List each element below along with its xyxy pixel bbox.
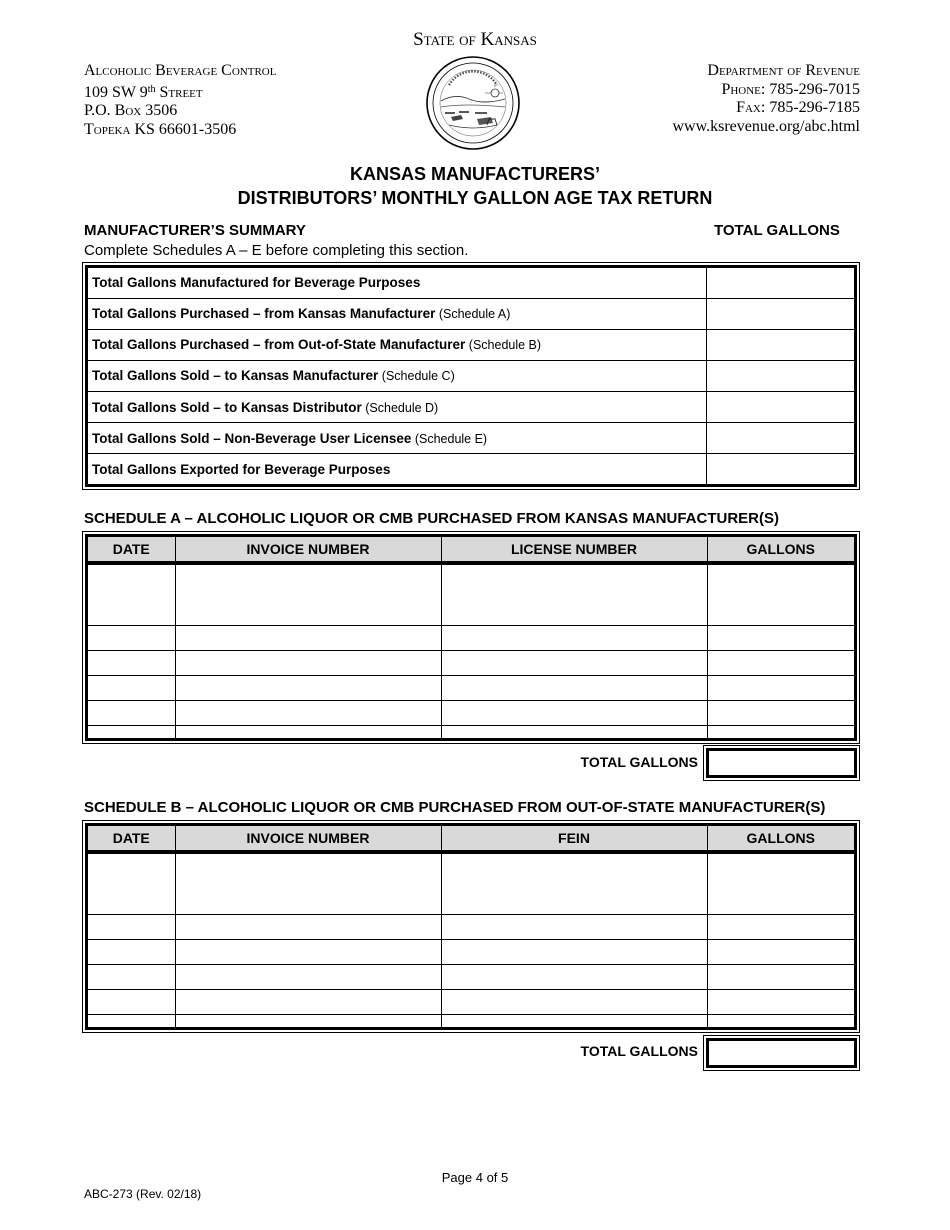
schedule-a-table	[82, 531, 860, 744]
street-number: 109 SW 9	[84, 83, 148, 101]
schedule-b-cell[interactable]	[175, 852, 441, 915]
summary-row	[88, 454, 854, 484]
department-contact-block	[672, 62, 860, 136]
city-name: Topeka	[84, 120, 131, 138]
summary-row	[88, 298, 854, 329]
schedule-b-column-header: GALLONS	[707, 826, 854, 852]
schedule-a-cell[interactable]	[441, 563, 707, 626]
schedule-b-column-header: DATE	[88, 826, 175, 852]
po-box: P.O. Box 3506	[84, 102, 178, 119]
schedule-a-cell[interactable]	[441, 676, 707, 701]
schedule-a-column-header: LICENSE NUMBER	[441, 537, 707, 563]
summary-schedule-ref: (Schedule C)	[378, 369, 455, 384]
schedule-b-cell[interactable]	[707, 965, 854, 990]
schedule-b-cell[interactable]	[441, 940, 707, 965]
schedule-a-cell[interactable]	[441, 651, 707, 676]
state-seal-icon	[425, 55, 521, 151]
street-name: Street	[155, 83, 203, 101]
schedule-a-column-header: INVOICE NUMBER	[175, 537, 441, 563]
schedule-a-cell[interactable]	[175, 701, 441, 726]
schedule-b-cell[interactable]	[88, 940, 175, 965]
state-zip: KS 66601-3506	[130, 120, 237, 138]
schedule-a-cell[interactable]	[707, 701, 854, 726]
summary-schedule-ref: (Schedule A)	[435, 307, 511, 322]
agency-name: Alcoholic Beverage Control	[84, 62, 277, 79]
schedule-a-cell[interactable]	[707, 651, 854, 676]
summary-row	[88, 360, 854, 391]
schedule-b-total-label: TOTAL GALLONS	[580, 1043, 698, 1059]
schedule-a-cell[interactable]	[441, 626, 707, 651]
summary-total-field[interactable]	[706, 360, 854, 391]
schedule-a-total-field[interactable]	[703, 745, 860, 781]
schedule-a-cell[interactable]	[175, 563, 441, 626]
schedule-a-column-header: DATE	[88, 537, 175, 563]
fax-number: : 785-296-7185	[760, 99, 860, 116]
city-line	[84, 121, 276, 140]
schedule-a-row	[88, 651, 854, 676]
schedule-a-cell[interactable]	[88, 726, 175, 739]
schedule-b-total-value[interactable]	[706, 1038, 857, 1068]
schedule-b-column-header: INVOICE NUMBER	[175, 826, 441, 852]
summary-row-label	[88, 298, 706, 329]
schedule-b-cell[interactable]	[707, 1015, 854, 1028]
schedule-a-cell[interactable]	[707, 626, 854, 651]
summary-total-field[interactable]	[706, 392, 854, 423]
schedule-b-row	[88, 1015, 854, 1028]
summary-label-text: Total Gallons Sold – to Kansas Manufacturer	[92, 368, 379, 384]
schedule-b-cell[interactable]	[175, 990, 441, 1015]
schedule-a-cell[interactable]	[707, 676, 854, 701]
schedule-b-cell[interactable]	[88, 990, 175, 1015]
schedule-b-title: SCHEDULE B – ALCOHOLIC LIQUOR OR CMB PURCHASED FROM OUT-OF-STATE MANUFACTURER(S)	[84, 799, 826, 816]
summary-label-text: Total Gallons Sold – Non-Beverage User Licensee	[92, 430, 412, 446]
summary-note: Complete Schedules A – E before completing this section.	[84, 242, 469, 259]
summary-row-label	[88, 268, 706, 298]
schedule-b-row	[88, 852, 854, 915]
schedule-b-cell[interactable]	[707, 915, 854, 940]
schedule-a-cell[interactable]	[441, 726, 707, 739]
schedule-a-cell[interactable]	[175, 726, 441, 739]
schedule-a-row	[88, 676, 854, 701]
summary-row	[88, 423, 854, 454]
summary-row-label	[88, 360, 706, 391]
schedule-b-cell[interactable]	[175, 915, 441, 940]
summary-total-heading: TOTAL GALLONS	[714, 222, 840, 239]
summary-heading: MANUFACTURER’S SUMMARY	[84, 222, 306, 239]
schedule-b-row	[88, 965, 854, 990]
schedule-a-cell[interactable]	[707, 563, 854, 626]
summary-total-field[interactable]	[706, 268, 854, 298]
schedule-b-cell[interactable]	[707, 852, 854, 915]
summary-row	[88, 268, 854, 298]
street-address	[84, 81, 276, 103]
summary-schedule-ref: (Schedule B)	[465, 338, 542, 353]
summary-total-field[interactable]	[706, 329, 854, 360]
summary-row	[88, 392, 854, 423]
schedule-b-table	[82, 820, 860, 1033]
schedule-a-row	[88, 563, 854, 626]
summary-schedule-ref: (Schedule E)	[411, 431, 488, 446]
schedule-a-cell[interactable]	[175, 651, 441, 676]
schedule-b-cell[interactable]	[175, 965, 441, 990]
summary-label-text: Total Gallons Purchased – from Out-of-State Manufacturer	[92, 337, 466, 353]
phone-number: : 785-296-7015	[760, 80, 860, 98]
schedule-a-row	[88, 726, 854, 739]
summary-table	[82, 262, 860, 490]
schedule-a-column-header: GALLONS	[707, 537, 854, 563]
phone-label: Phone	[721, 80, 761, 98]
schedule-a-row	[88, 626, 854, 651]
schedule-a-header-row	[88, 537, 854, 563]
schedule-a-title: SCHEDULE A – ALCOHOLIC LIQUOR OR CMB PURCHASED FROM KANSAS MANUFACTURER(S)	[84, 510, 779, 527]
street-ordinal: th	[147, 83, 156, 95]
schedule-b-cell[interactable]	[441, 1015, 707, 1028]
summary-label-text: Total Gallons Manufactured for Beverage Purposes	[92, 275, 421, 291]
summary-schedule-ref: (Schedule D)	[361, 400, 439, 415]
form-title	[0, 162, 950, 210]
schedule-a-cell[interactable]	[88, 626, 175, 651]
schedule-b-row	[88, 940, 854, 965]
schedule-b-cell[interactable]	[88, 965, 175, 990]
summary-label-text: Total Gallons Exported for Beverage Purposes	[92, 461, 391, 477]
schedule-b-header-row	[88, 826, 854, 852]
schedule-b-cell[interactable]	[88, 915, 175, 940]
summary-total-field[interactable]	[706, 454, 854, 484]
phone-line	[672, 81, 860, 100]
schedule-b-cell[interactable]	[88, 852, 175, 915]
summary-row-label	[88, 392, 706, 423]
form-title-line-2: DISTRIBUTORS’ MONTHLY GALLON AGE TAX RETURN	[237, 188, 713, 208]
schedule-b-cell[interactable]	[441, 852, 707, 915]
schedule-b-row	[88, 915, 854, 940]
schedule-b-cell[interactable]	[441, 915, 707, 940]
schedule-b-cell[interactable]	[175, 940, 441, 965]
summary-row-label	[88, 329, 706, 360]
summary-row-label	[88, 454, 706, 484]
schedule-a-cell[interactable]	[88, 701, 175, 726]
schedule-a-cell[interactable]	[441, 701, 707, 726]
schedule-a-cell[interactable]	[175, 626, 441, 651]
schedule-b-cell[interactable]	[88, 1015, 175, 1028]
form-id: ABC-273 (Rev. 02/18)	[84, 1187, 202, 1201]
page-number: Page 4 of 5	[441, 1170, 509, 1185]
summary-label-text: Total Gallons Purchased – from Kansas Manufacturer	[92, 306, 436, 322]
summary-row	[88, 329, 854, 360]
schedule-b-cell[interactable]	[707, 940, 854, 965]
summary-row-label	[88, 423, 706, 454]
schedule-a-cell[interactable]	[175, 676, 441, 701]
schedule-b-cell[interactable]	[441, 965, 707, 990]
schedule-b-cell[interactable]	[441, 990, 707, 1015]
summary-total-field[interactable]	[706, 423, 854, 454]
fax-line	[672, 99, 860, 118]
schedule-a-total-label: TOTAL GALLONS	[580, 754, 698, 770]
schedule-a-cell[interactable]	[88, 676, 175, 701]
summary-total-field[interactable]	[706, 298, 854, 329]
schedule-a-total-value[interactable]	[706, 748, 857, 778]
schedule-a-cell[interactable]	[707, 726, 854, 739]
summary-label-text: Total Gallons Sold – to Kansas Distributor	[92, 399, 362, 415]
agency-address-block	[84, 62, 276, 139]
schedule-a-cell[interactable]	[88, 651, 175, 676]
website-link[interactable]: www.ksrevenue.org/abc.html	[672, 117, 860, 135]
schedule-a-row	[88, 701, 854, 726]
state-title: State of Kansas	[413, 29, 537, 50]
schedule-b-total-field[interactable]	[703, 1035, 860, 1071]
fax-label: Fax	[736, 99, 761, 116]
form-title-line-1: KANSAS MANUFACTURERS’	[349, 164, 600, 184]
department-name: Department of Revenue	[707, 62, 860, 79]
schedule-a-cell[interactable]	[88, 563, 175, 626]
schedule-b-cell[interactable]	[707, 990, 854, 1015]
schedule-b-column-header: FEIN	[441, 826, 707, 852]
schedule-b-row	[88, 990, 854, 1015]
schedule-b-cell[interactable]	[175, 1015, 441, 1028]
